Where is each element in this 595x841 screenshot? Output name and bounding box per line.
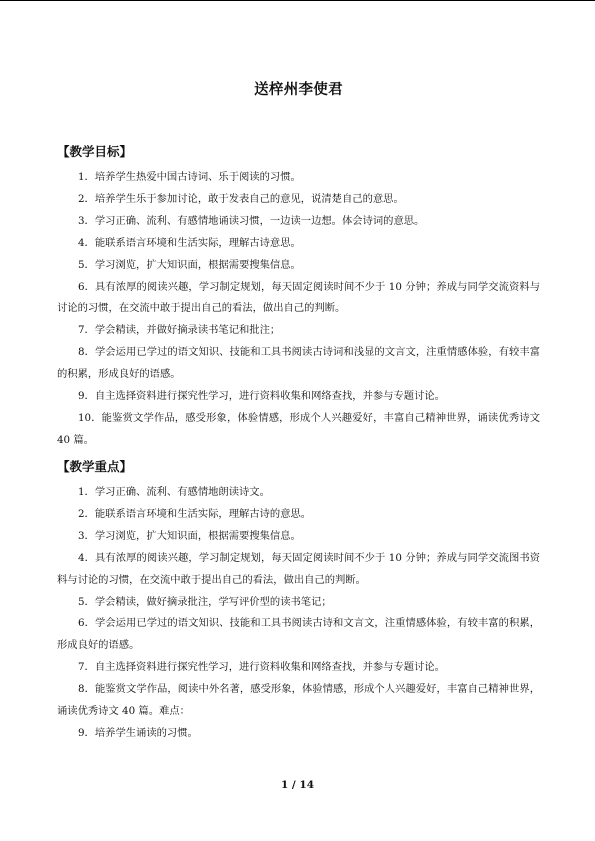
list-item: 1．培养学生热爱中国古诗词、乐于阅读的习惯。 bbox=[78, 171, 301, 183]
list-item: 8．能鉴赏文学作品，阅读中外名著，感受形象，体验情感，形成个人兴趣爱好，丰富自己精神世界，诵读优秀诗文 40 篇。难点： bbox=[57, 683, 540, 718]
objectives-list bbox=[57, 167, 540, 452]
page-number: 1 / 14 bbox=[280, 779, 315, 791]
list-item: 1．学习正确、流利、有感情地朗读诗文。 bbox=[78, 486, 270, 498]
list-item: 7．自主选择资料进行探究性学习，进行资料收集和网络查找，并参与专题讨论。 bbox=[78, 661, 445, 674]
list-item: 9．自主选择资料进行探究性学习，进行资料收集和网络查找，并参与专题讨论。 bbox=[78, 390, 445, 403]
key-points-list bbox=[57, 482, 540, 745]
list-item: 6．学会运用已学过的语文知识、技能和工具书阅读古诗和文言文，注重情感体验，有较丰富的积累，形成良好的语感。 bbox=[57, 617, 540, 652]
document-title: 送梓州李使君 bbox=[254, 82, 343, 98]
list-item: 9．培养学生诵读的习惯。 bbox=[78, 726, 198, 739]
list-item: 10．能鉴赏文学作品，感受形象，体验情感，形成个人兴趣爱好，丰富自己精神世界，诵读优秀诗文 40 篇。 bbox=[57, 411, 540, 446]
section-heading-objectives: 【教学目标】 bbox=[57, 144, 133, 159]
list-item: 6．具有浓厚的阅读兴趣，学习制定规划，每天固定阅读时间不少于 10 分钟；养成与同学交流资料与讨论的习惯，在交流中敢于提出自己的看法，做出自己的判断。 bbox=[57, 280, 540, 315]
list-item: 8．学会运用已学过的语文知识、技能和工具书阅读古诗词和浅显的文言文，注重情感体验，有较丰富的积累，形成良好的语感。 bbox=[57, 346, 540, 381]
list-item: 3．学习浏览，扩大知识面，根据需要搜集信息。 bbox=[78, 529, 301, 542]
list-item: 4．具有浓厚的阅读兴趣，学习制定规划，每天固定阅读时间不少于 10 分钟；养成与同学交流图书资料与讨论的习惯，在交流中敢于提出自己的看法，做出自己的判断。 bbox=[57, 551, 540, 586]
list-item: 7．学会精读，并做好摘录读书笔记和批注； bbox=[78, 324, 281, 337]
section-heading-key-points: 【教学重点】 bbox=[57, 459, 133, 474]
section-objectives bbox=[57, 141, 540, 452]
section-key-points bbox=[57, 456, 540, 745]
page-top-border bbox=[0, 0, 595, 1]
list-item: 2．培养学生乐于参加讨论，敢于发表自己的意见，说清楚自己的意思。 bbox=[78, 192, 404, 205]
list-item: 3．学习正确、流利、有感情地诵读习惯，一边读一边想。体会诗词的意思。 bbox=[78, 214, 425, 227]
list-item: 4．能联系语言环境和生活实际，理解古诗意思。 bbox=[78, 236, 301, 249]
list-item: 2．能联系语言环境和生活实际，理解古诗的意思。 bbox=[78, 507, 312, 520]
list-item: 5．学习浏览，扩大知识面，根据需要搜集信息。 bbox=[78, 258, 301, 271]
list-item: 5．学会精读，做好摘录批注，学写评价型的读书笔记； bbox=[78, 595, 332, 608]
